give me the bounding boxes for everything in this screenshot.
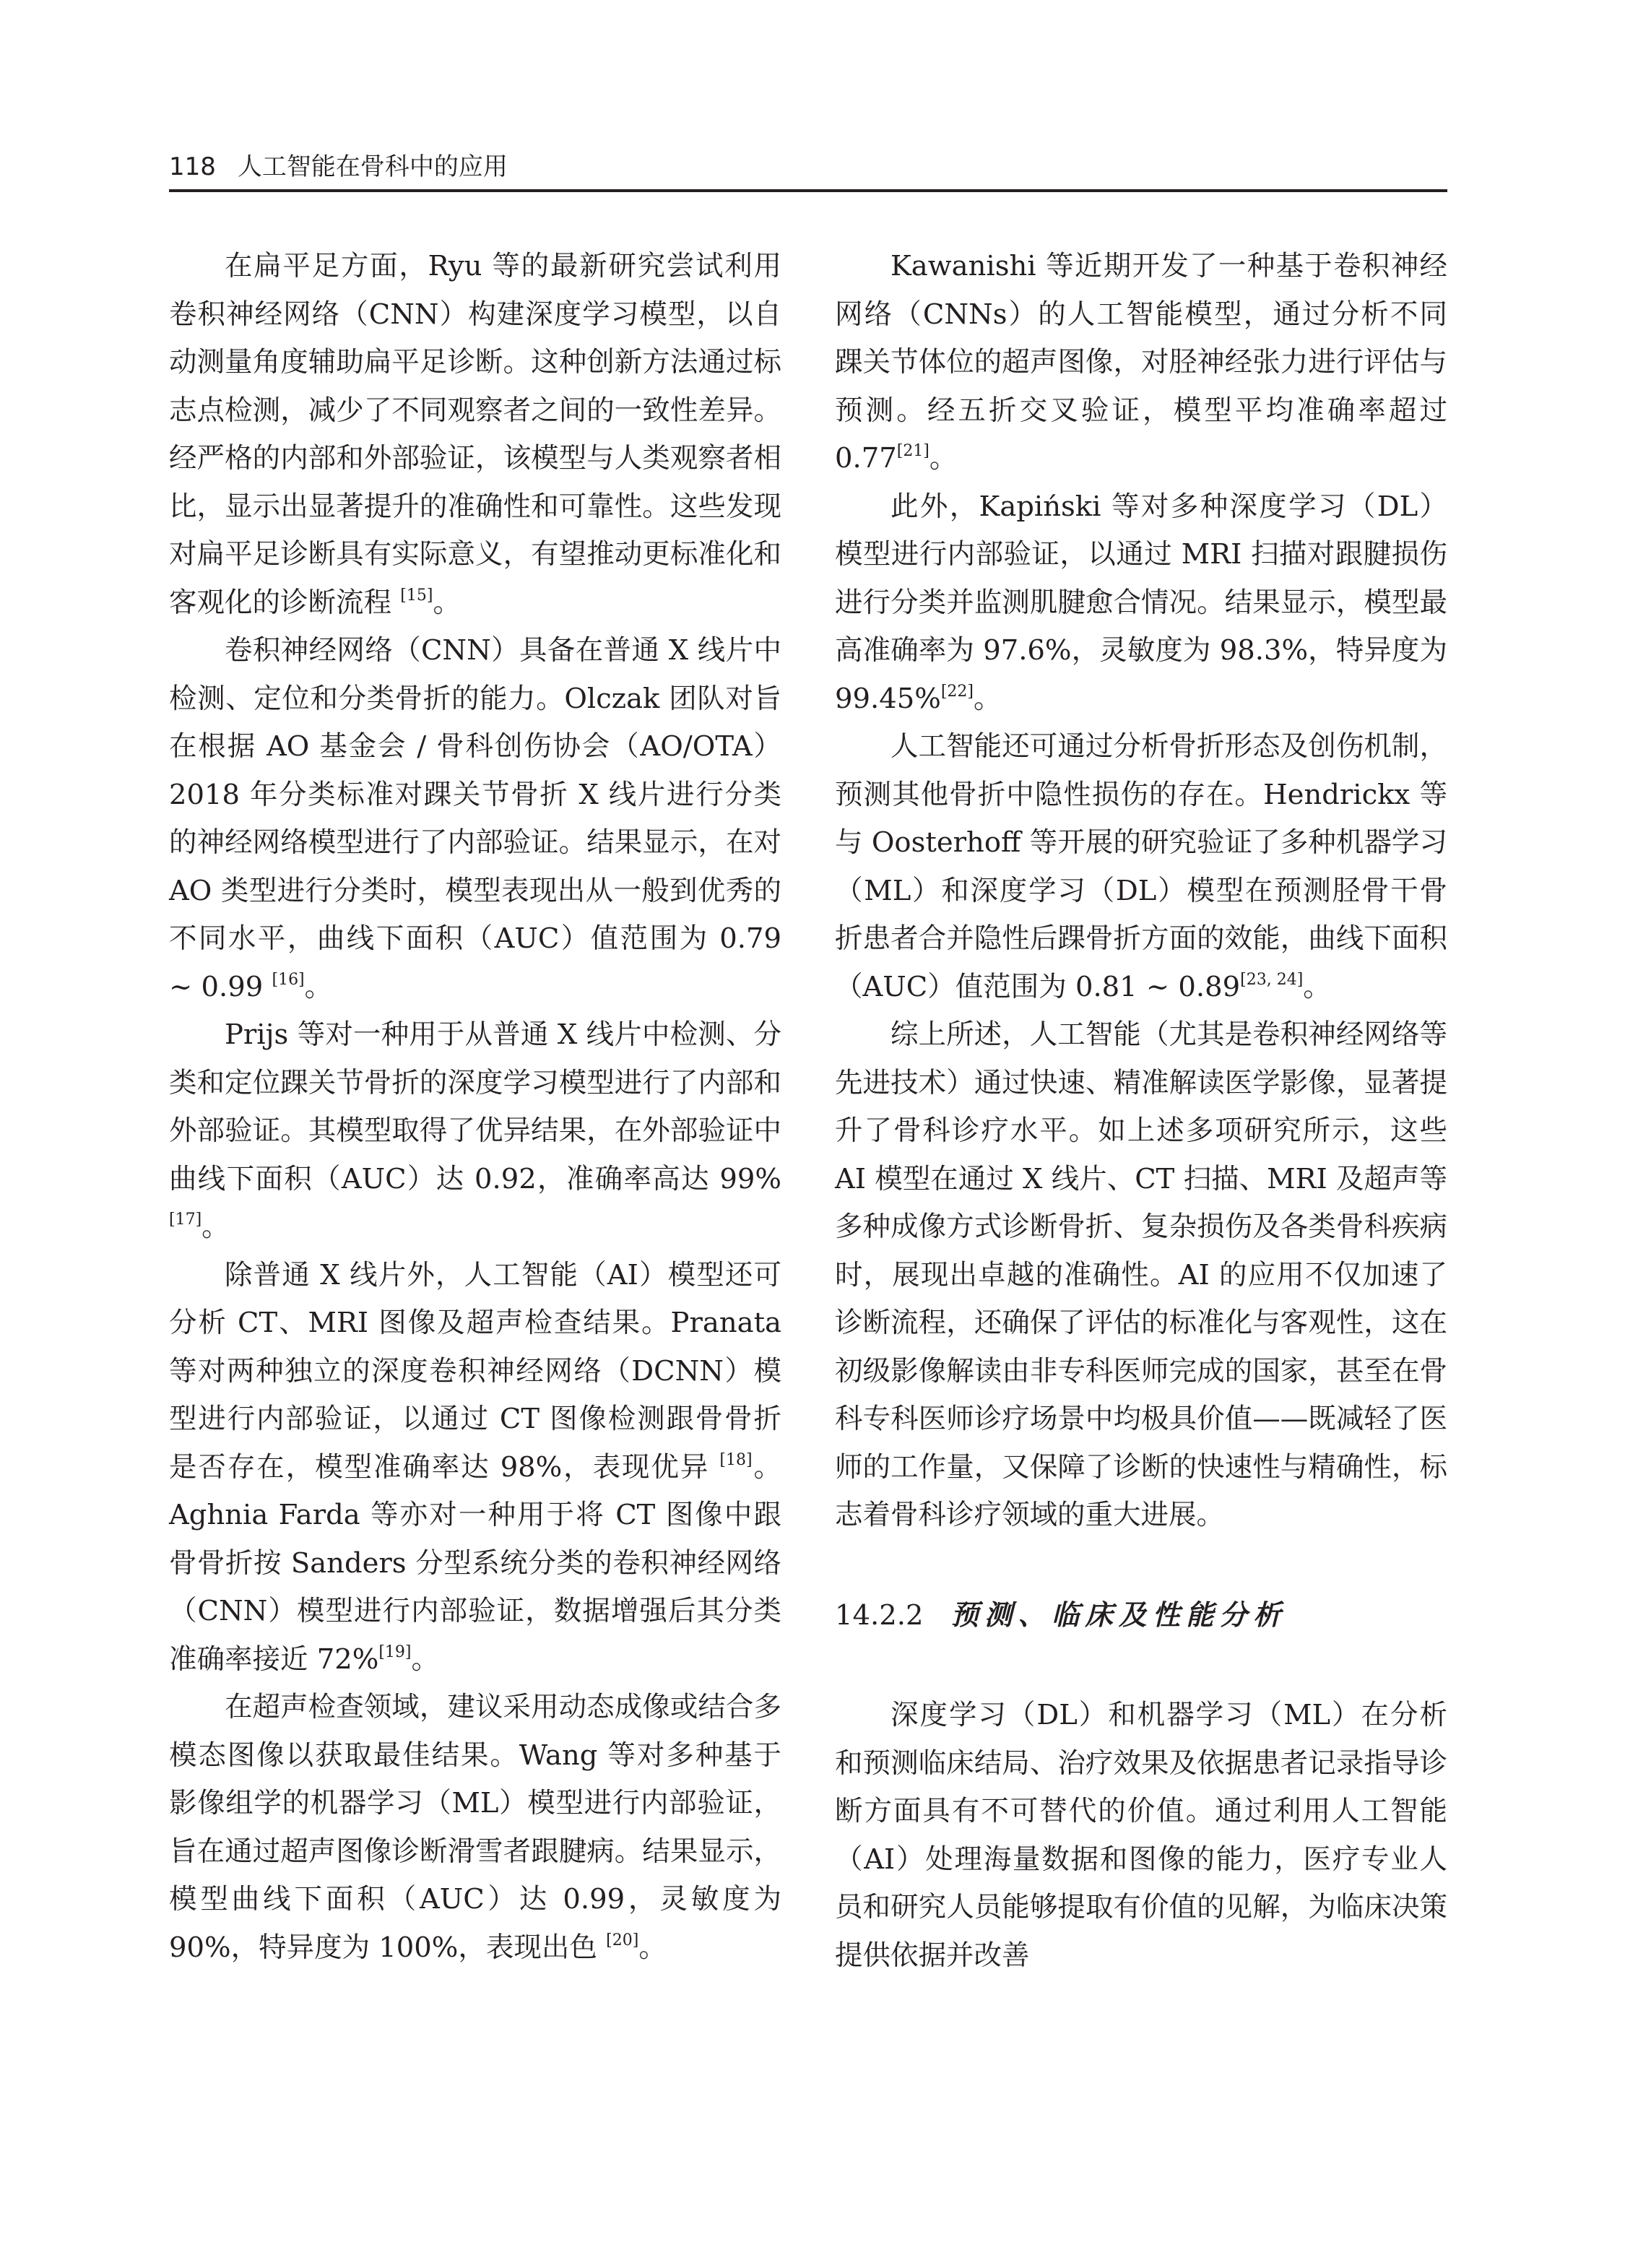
citation-ref: [21] xyxy=(896,442,930,460)
paragraph-cnn-xray xyxy=(169,627,781,1011)
citation-ref: [15] xyxy=(400,586,433,605)
citation-ref: [22] xyxy=(940,682,974,701)
paragraph-text: 除普通 X 线片外，人工智能（AI）模型还可分析 CT、MRI 图像及超声检查结果。Pranata 等对两种独立的深度卷积神经网络（DCNN）模型进行内部验证，以通过 CT 图像检测跟骨骨折是否存在，模型准确率达 98%，表现优异 xyxy=(169,1258,781,1484)
citation-ref: [20] xyxy=(606,1931,639,1949)
left-column xyxy=(169,243,781,1972)
citation-ref: [19] xyxy=(378,1642,412,1661)
paragraph-ultrasound xyxy=(169,1684,781,1972)
paragraph-text: 此外，Kapiński 等对多种深度学习（DL）模型进行内部验证，以通过 MRI 扫描对跟腱损伤进行分类并监测肌腱愈合情况。结果显示，模型最高准确率为 97.6%，灵敏度为 98.3%，特异度为 99.45% xyxy=(835,490,1447,715)
paragraph-text: 。Aghnia Farda 等亦对一种用于将 CT 图像中跟骨骨折按 Sanders 分型系统分类的卷积神经网络（CNN）模型进行内部验证，数据增强后其分类准确率接近 72% xyxy=(169,1450,781,1676)
paragraph-end: 。 xyxy=(638,1931,667,1964)
section-heading xyxy=(835,1592,1447,1640)
running-header xyxy=(169,144,1447,189)
section-number: 14.2.2 xyxy=(835,1598,924,1632)
paragraph-occult-injury xyxy=(835,723,1447,1011)
citation-ref: [16] xyxy=(272,970,305,989)
section-title: 预测、临床及性能分析 xyxy=(950,1598,1287,1632)
paragraph-end: 。 xyxy=(202,1211,230,1243)
paragraph-end: 。 xyxy=(411,1642,439,1676)
page-number: 118 xyxy=(169,152,216,181)
paragraph-end: 。 xyxy=(304,970,333,1003)
paragraph-text: Prijs 等对一种用于从普通 X 线片中检测、分类和定位踝关节骨折的深度学习模型进行了内部和外部验证。其模型取得了优异结果，在外部验证中曲线下面积（AUC）达 0.92，准确率高达 99% xyxy=(169,1018,781,1195)
paragraph-dl-ml: 深度学习（DL）和机器学习（ML）在分析和预测临床结局、治疗效果及依据患者记录指导诊断方面具有不可替代的价值。通过利用人工智能（AI）处理海量数据和图像的能力，医疗专业人员和研究人员能够提取有价值的见解，为临床决策提供依据并改善 xyxy=(835,1699,1447,1972)
paragraph-text: 在扁平足方面，Ryu 等的最新研究尝试利用卷积神经网络（CNN）构建深度学习模型，以自动测量角度辅助扁平足诊断。这种创新方法通过标志点检测，减少了不同观察者之间的一致性差异。经严格的内部和外部验证，该模型与人类观察者相比，显示出显著提升的准确性和可靠性。这些发现对扁平足诊断具有实际意义，有望推动更标准化和客观化的诊断流程 xyxy=(169,250,781,619)
citation-ref: [18] xyxy=(719,1450,753,1469)
header-rule xyxy=(169,189,1447,192)
book-title: 人工智能在骨科中的应用 xyxy=(237,152,508,181)
paragraph-text: 卷积神经网络（CNN）具备在普通 X 线片中检测、定位和分类骨折的能力。Olczak 团队对旨在根据 AO 基金会 / 骨科创伤协会（AO/OTA）2018 年分类标准对踝关节骨折 X 线片进行分类的神经网络模型进行了内部验证。结果显示，在对 AO 类型进行分类时，模型表现出从一般到优秀的不同水平，曲线下面积（AUC）值范围为 0.79 ~ 0.99 xyxy=(169,634,781,1003)
paragraph-text: Kawanishi 等近期开发了一种基于卷积神经网络（CNNs）的人工智能模型，通过分析不同踝关节体位的超声图像，对胫神经张力进行评估与预测。经五折交叉验证，模型平均准确率超过 0.77 xyxy=(835,250,1447,475)
paragraph-kawanishi xyxy=(835,243,1447,483)
paragraph-ct-mri xyxy=(169,1252,781,1684)
paragraph-text: 人工智能还可通过分析骨折形态及创伤机制，预测其他骨折中隐性损伤的存在。Hendrickx 等与 Oosterhoff 等开展的研究验证了多种机器学习（ML）和深度学习（DL）模型在预测胫骨干骨折患者合并隐性后踝骨折方面的效能，曲线下面积（AUC）值范围为 0.81 ~ 0.89 xyxy=(835,730,1447,1003)
citation-ref: [17] xyxy=(169,1211,202,1229)
paragraph-end: 。 xyxy=(973,682,1002,715)
citation-ref: [23, 24] xyxy=(1240,970,1304,989)
paragraph-summary: 综上所述，人工智能（尤其是卷积神经网络等先进技术）通过快速、精准解读医学影像，显著提升了骨科诊疗水平。如上述多项研究所示，这些 AI 模型在通过 X 线片、CT 扫描、MRI 及超声等多种成像方式诊断骨折、复杂损伤及各类骨科疾病时，展现出卓越的准确性。AI 的应用不仅加速了诊断流程，还确保了评估的标准化与客观性，这在初级影像解读由非专科医师完成的国家，甚至在骨科专科医师诊疗场景中均极具价值——既减轻了医师的工作量，又保障了诊断的快速性与精确性，标志着骨科诊疗领域的重大进展。 xyxy=(835,1018,1447,1531)
paragraph-end: 。 xyxy=(1303,970,1331,1003)
paragraph-prijs xyxy=(169,1011,781,1252)
paragraph-flatfoot xyxy=(169,243,781,627)
paragraph-end: 。 xyxy=(433,586,461,619)
paragraph-end: 。 xyxy=(929,442,958,475)
right-column xyxy=(835,243,1447,1980)
paragraph-text: 在超声检查领域，建议采用动态成像或结合多模态图像以获取最佳结果。Wang 等对多种基于影像组学的机器学习（ML）模型进行内部验证，旨在通过超声图像诊断滑雪者跟腱病。结果显示，模型曲线下面积（AUC）达 0.99，灵敏度为 90%，特异度为 100%，表现出色 xyxy=(169,1691,781,1964)
paragraph-kapinski xyxy=(835,483,1447,724)
